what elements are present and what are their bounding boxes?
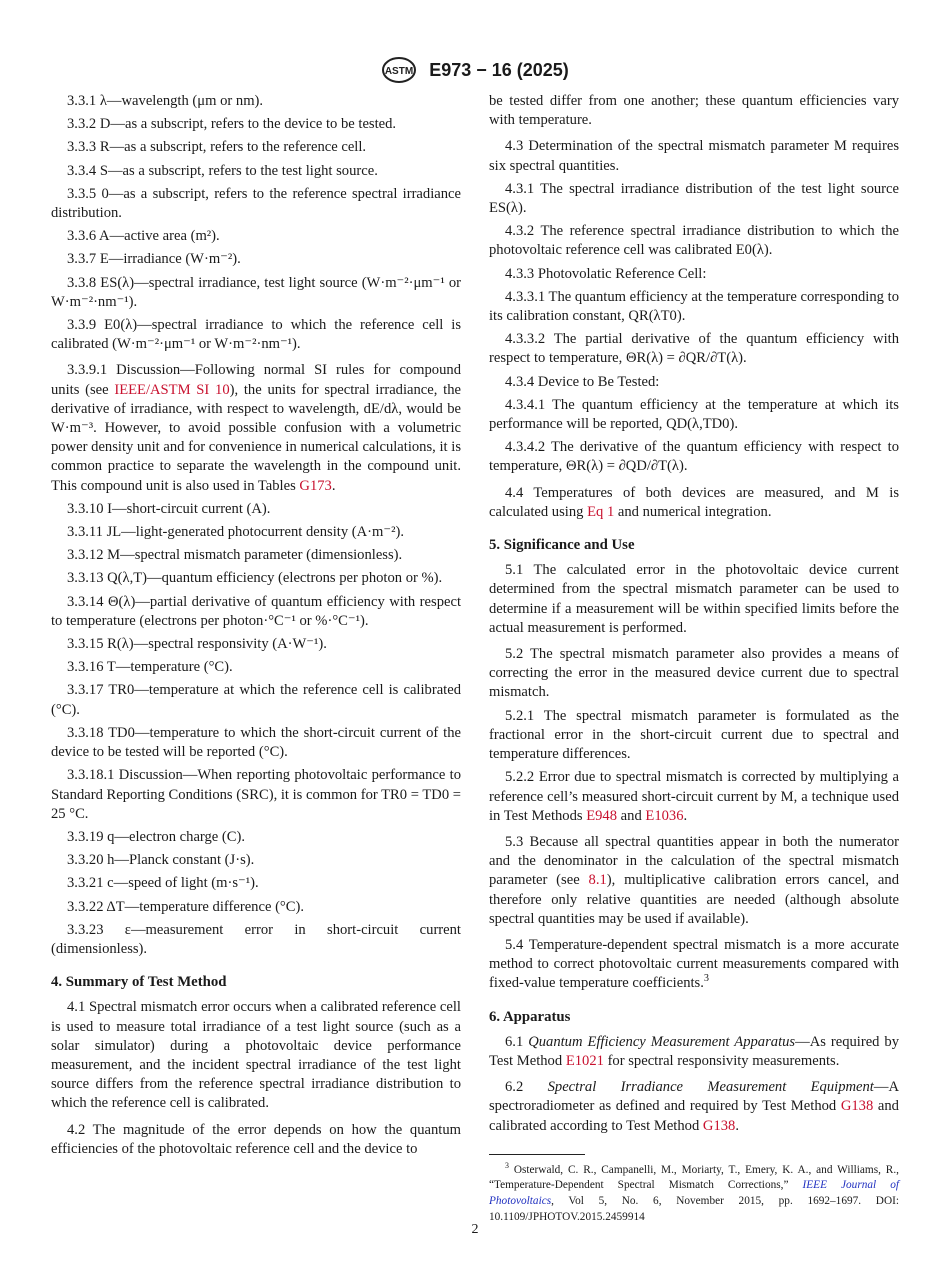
right-column [489, 92, 899, 1225]
g138-link[interactable]: G138 [840, 1098, 874, 1115]
definition-3-3-6: 3.3.6 A—active area (m²). [67, 228, 220, 245]
left-column [51, 92, 461, 1163]
definition-3-3-18: 3.3.18 TD0—temperature to which the short-circuit current of the device to be tested will be reported (°C). [51, 724, 461, 761]
definition-3-3-15: 3.3.15 R(λ)—spectral responsivity (A·W⁻¹). [67, 636, 327, 653]
paragraph-4-3-4-2: 4.3.4.2 The derivative of the quantum efficiency with respect to temperature, ΘR(λ) = ∂QD/∂T(λ). [489, 439, 899, 475]
definition-3-3-13: 3.3.13 Q(λ,T)—quantum efficiency (electrons per photon or %). [67, 570, 443, 587]
footnote-3: $^3$ Osterwald, C. R., Campanelli, M., Moriarty, T., Emery, K. A., and Williams, R., “Temperature-Dependent Spectral Mismatch Corrections,” IEEE Journal of Photovoltaics, Vol 5, No. 6, November 2015, pp. 1692–1697. DOI: 10.1109/JPHOTOV.2015.2459914 [489, 1160, 899, 1223]
definition-3-3-5: 3.3.5 0—as a subscript, refers to the reference spectral irradiance distribution. [51, 185, 461, 222]
ieee-astm-si10-link[interactable]: IEEE/ASTM SI 10 [114, 381, 230, 398]
definition-3-3-22: 3.3.22 ΔT—temperature difference (°C). [67, 898, 305, 915]
section-8-1-link[interactable]: 8.1 [588, 872, 607, 889]
definition-3-3-10: 3.3.10 I—short-circuit current (A). [67, 500, 271, 517]
paragraph-4-3-4: 4.3.4 Device to Be Tested: [505, 373, 660, 390]
section-4-heading: 4. Summary of Test Method [51, 974, 227, 991]
definition-3-3-19: 3.3.19 q—electron charge (C). [67, 828, 246, 845]
paragraph-5-1: 5.1 The calculated error in the photovoltaic device current determined from the spectral mismatch parameter can be used to determine if a measurement will be within specified limits before the actual measurement is performed. [489, 562, 899, 636]
paragraph-4-1: 4.1 Spectral mismatch error occurs when a calibrated reference cell is used to measure total irradiance of a test light source (such as a solar simulator) during a photovoltaic device performance measurement, and the incident spectral irradiance of the test light source differs from the reference spectral irradiance distribution to which the reference cell is calibrated. [51, 999, 461, 1112]
definition-3-3-2: 3.3.2 D—as a subscript, refers to the device to be tested. [67, 116, 397, 133]
section-6-heading: 6. Apparatus [489, 1008, 571, 1025]
definition-3-3-8: 3.3.8 ES(λ)—spectral irradiance, test light source (W·m⁻²·μm⁻¹ or W·m⁻²·nm⁻¹). [51, 274, 461, 310]
document-designation: E973 − 16 (2025) [429, 59, 569, 80]
definition-3-3-17: 3.3.17 TR0—temperature at which the reference cell is calibrated (°C). [51, 682, 461, 718]
definition-3-3-3: 3.3.3 R—as a subscript, refers to the reference cell. [67, 139, 367, 156]
svg-text:ASTM: ASTM [385, 66, 414, 77]
definition-3-3-14: 3.3.14 Θ(λ)—partial derivative of quantum efficiency with respect to temperature (electrons per photon·°C⁻¹ or %·°C⁻¹). [51, 593, 461, 629]
ieee-journal-link[interactable]: IEEE Journal of Photovoltaics [489, 1179, 899, 1207]
e1036-link[interactable]: E1036 [645, 807, 684, 824]
definition-3-3-7: 3.3.7 E—irradiance (W·m⁻²). [67, 251, 241, 268]
astm-logo-icon [381, 56, 417, 84]
definition-3-3-21: 3.3.21 c—speed of light (m·s⁻¹). [67, 875, 259, 892]
paragraph-5-2-1: 5.2.1 The spectral mismatch parameter is formulated as the fractional error in the short-circuit current due to spectral and temperature differences. [489, 707, 899, 763]
page-number: 2 [471, 1222, 479, 1237]
g173-link[interactable]: G173 [299, 477, 332, 494]
paragraph-4-2-continued: be tested differ from one another; these quantum efficiencies vary with temperature. [489, 93, 899, 129]
discussion-3-3-18-1: 3.3.18.1 Discussion—When reporting photovoltaic performance to Standard Reporting Conditions (SRC), it is common for TR0 = TD0 = 25 °C. [51, 767, 461, 822]
definition-3-3-23: 3.3.23 ε—measurement error in short-circuit current (dimensionless). [51, 921, 461, 957]
section-5-heading: 5. Significance and Use [489, 537, 635, 554]
discussion-3-3-9-1: 3.3.9.1 Discussion—Following normal SI rules for compound units (see IEEE/ASTM SI 10), the units for spectral irradiance, the derivative of irradiance, with respect to wavelength, dE/dλ, would be W·m⁻³. However, to avoid possible confusion with a volumetric power density unit and for convenience in numerical calculations, it is common practice to separate the wavelength in the compound unit. This compound unit is also used in Tables G173. [51, 362, 461, 494]
definition-3-3-1: 3.3.1 λ—wavelength (μm or nm). [67, 93, 264, 109]
definition-3-3-16: 3.3.16 T—temperature (°C). [67, 659, 233, 676]
paragraph-6-1: 6.1 Quantum Efficiency Measurement Apparatus—As required by Test Method E1021 for spectral responsivity measurements. [489, 1033, 900, 1069]
paragraph-4-2: 4.2 The magnitude of the error depends on how the quantum efficiencies of the photovoltaic reference cell and the device to [51, 1121, 461, 1157]
paragraph-4-4: 4.4 Temperatures of both devices are measured, and M is calculated using Eq 1 and numerical integration. [489, 484, 899, 520]
definition-3-3-9: 3.3.9 E0(λ)—spectral irradiance to which the reference cell is calibrated (W·m⁻²·μm⁻¹ or W·m⁻²·nm⁻¹). [51, 317, 461, 353]
paragraph-4-3-4-1: 4.3.4.1 The quantum efficiency at the temperature at which its performance will be reported, QD(λ,TD0). [489, 396, 899, 433]
paragraph-5-2-2: 5.2.2 Error due to spectral mismatch is corrected by multiplying a reference cell’s measured short-circuit current by M, a technique used in Test Methods E948 and E1036. [489, 769, 899, 824]
definition-3-3-12: 3.3.12 M—spectral mismatch parameter (dimensionless). [67, 547, 403, 564]
e948-link[interactable]: E948 [586, 807, 618, 824]
eq1-link[interactable]: Eq 1 [587, 503, 615, 520]
paragraph-6-2: 6.2 Spectral Irradiance Measurement Equipment—A spectroradiometer as defined and required by Test Method G138 and calibrated according to Test Method G138. [489, 1079, 899, 1134]
footnote-divider [489, 1154, 585, 1155]
paragraph-4-3-2: 4.3.2 The reference spectral irradiance distribution to which the photovoltaic reference cell was calibrated E0(λ). [489, 223, 899, 259]
paragraph-4-3-1: 4.3.1 The spectral irradiance distribution of the test light source ES(λ). [489, 180, 899, 217]
paragraph-4-3-3: 4.3.3 Photovolatic Reference Cell: [505, 265, 707, 282]
paragraph-4-3-3-1: 4.3.3.1 The quantum efficiency at the temperature corresponding to its calibration constant, QR(λT0). [489, 288, 899, 325]
paragraph-5-4: 5.4 Temperature-dependent spectral mismatch is a more accurate method to correct photovoltaic current measurements compared with fixed-value temperature coefficients.$^3$ [489, 936, 899, 992]
paragraph-4-3-3-2: 4.3.3.2 The partial derivative of the quantum efficiency with respect to temperature, ΘR(λ) = ∂QR/∂T(λ). [489, 331, 899, 367]
paragraph-5-3: 5.3 Because all spectral quantities appear in both the numerator and the denominator in the calculation of the spectral mismatch parameter (see 8.1), multiplicative calibration errors cancel, and therefore only relative quantities are needed (although absolute spectral quantities may be used if available). [489, 833, 899, 927]
definition-3-3-4: 3.3.4 S—as a subscript, refers to the test light source. [67, 162, 378, 179]
footnote-ref-3[interactable]: 3 [703, 973, 709, 985]
e1021-link[interactable]: E1021 [565, 1052, 604, 1069]
g138-link-2[interactable]: G138 [702, 1117, 736, 1134]
definition-3-3-20: 3.3.20 h—Planck constant (J·s). [67, 852, 255, 869]
paragraph-5-2: 5.2 The spectral mismatch parameter also provides a means of correcting the error in the measured device current due to spectral mismatch. [489, 646, 899, 701]
page-header [0, 56, 950, 84]
paragraph-4-3: 4.3 Determination of the spectral mismatch parameter M requires six spectral quantities. [489, 138, 899, 174]
definition-3-3-11: 3.3.11 JL—light-generated photocurrent density (A·m⁻²). [67, 524, 404, 541]
